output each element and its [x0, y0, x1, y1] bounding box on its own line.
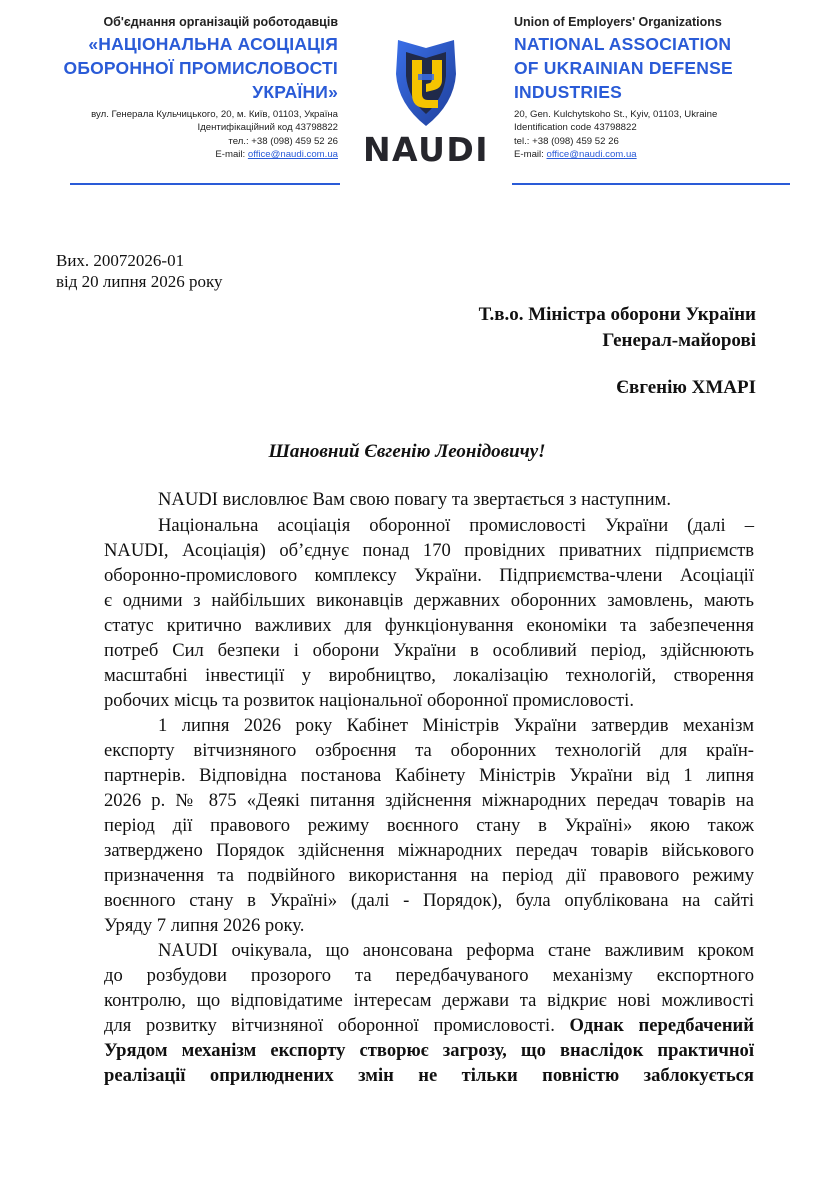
body-line: оборонно-промислового комплексу України. Підприємства-члени Асоціації	[104, 565, 754, 586]
reference-date: від 20 липня 2026 року	[56, 272, 223, 291]
body-line: робочих місць та розвиток національної оборонної промисловості.	[104, 690, 634, 711]
association-name-line: INDUSTRIES	[514, 82, 622, 102]
body-line: NAUDI висловлює Вам свою повагу та звертається з наступним.	[158, 489, 671, 510]
association-name-line: NATIONAL ASSOCIATION	[514, 34, 732, 54]
naudi-logo	[356, 34, 496, 168]
union-name-ua: Об'єднання організацій роботодавців	[103, 15, 338, 29]
body-line: 2026 р. № 875 «Деякі питання здійснення міжнародних передач товарів на	[104, 790, 754, 811]
salutation: Шановний Євгенію Леонідовичу!	[268, 441, 546, 462]
recipient-name: Євгенію ХМАРІ	[616, 377, 756, 398]
logo-wordmark: NAUDI	[362, 130, 490, 169]
body-line: затверджено Порядок здійснення міжнародних передач товарів військового	[104, 840, 754, 861]
association-name-line: УКРАЇНИ»	[252, 82, 338, 102]
body-line: масштабні інвестиції у виробництво, локалізацію технологій, створення	[104, 665, 754, 686]
id-code-en: Identification code 43798822	[514, 122, 637, 134]
body-line: 1 липня 2026 року Кабінет Міністрів України затвердив механізм	[158, 715, 754, 736]
phone-en: tel.: +38 (098) 459 52 26	[514, 135, 619, 147]
body-line: призначення та подвійного використання на період дії правового режиму	[104, 865, 754, 886]
email-link[interactable]: office@naudi.com.ua	[247, 148, 338, 160]
phone-ua: тел.: +38 (098) 459 52 26	[228, 135, 338, 147]
body-line-bold: Урядом механізм експорту створює загрозу, що внаслідок практичної	[104, 1040, 754, 1061]
shield-logo-icon	[356, 34, 496, 134]
body-line: Національна асоціація оборонної промисловості України (далі –	[158, 515, 754, 536]
body-line: партнерів. Відповідна постанова Кабінету Міністрів України від 1 липня	[104, 765, 754, 786]
union-name-en: Union of Employers' Organizations	[514, 15, 722, 29]
email-label: E-mail:	[215, 148, 248, 160]
association-name-en	[514, 32, 804, 104]
body-text: для розвитку вітчизняної оборонної промисловості.	[104, 1015, 570, 1036]
email-row-en	[514, 148, 804, 161]
letterhead-left	[40, 14, 338, 161]
address-en: 20, Gen. Kulchytskoho St., Kyiv, 01103, Ukraine	[514, 109, 718, 120]
body-text-bold: Однак передбачений	[569, 1015, 754, 1036]
recipient-rank: Генерал-майорові	[602, 330, 756, 351]
body-line: статус критично важливих для функціонування економіки та забезпечення	[104, 615, 754, 636]
association-name-line: OF UKRAINIAN DEFENSE	[514, 58, 733, 78]
body-line: NAUDI, Асоціація) об’єднує понад 170 провідних приватних підприємств	[104, 540, 754, 561]
body-line-bold: реалізації оприлюднених змін не тільки повністю заблокується	[104, 1065, 754, 1086]
body-line-mixed	[104, 1015, 754, 1037]
contacts-en	[514, 108, 804, 161]
id-code-ua: Ідентифікаційний код 43798822	[197, 122, 338, 134]
header-divider-right	[512, 183, 790, 185]
email-link[interactable]: office@naudi.com.ua	[546, 148, 637, 160]
body-line: Уряду 7 липня 2026 року.	[104, 915, 305, 936]
outgoing-reference	[56, 250, 223, 292]
reference-number: Вих. 20072026-01	[56, 251, 185, 270]
association-name-line: «НАЦІОНАЛЬНА АСОЦІАЦІЯ	[88, 34, 338, 54]
body-line: потреб Сил безпеки і оборони України в особливий період, здійснюють	[104, 640, 754, 661]
email-row-ua	[40, 148, 338, 161]
body-line: до розбудови прозорого та передбачуваного механізму експортного	[104, 965, 754, 986]
letterhead-right	[514, 14, 804, 161]
body-line: період дії правового режиму воєнного стану в Україні» якою також	[104, 815, 754, 836]
address-ua: вул. Генерала Кульчицького, 20, м. Київ, 01103, Україна	[91, 109, 338, 120]
body-line: воєнного стану в Україні» (далі - Порядок), була опублікована на сайті	[104, 890, 754, 911]
body-line: контролю, що відповідатиме інтересам держави та відкриє нові можливості	[104, 990, 754, 1011]
recipient-title: Т.в.о. Міністра оборони України	[478, 304, 756, 325]
association-name-line: ОБОРОННОЇ ПРОМИСЛОВОСТІ	[63, 58, 338, 78]
header-divider-left	[70, 183, 340, 185]
contacts-ua	[40, 108, 338, 161]
body-line: експорту вітчизняного озброєння та оборонних технологій для країн-	[104, 740, 754, 761]
email-label: E-mail:	[514, 148, 547, 160]
body-line: NAUDI очікувала, що анонсована реформа стане важливим кроком	[158, 940, 754, 961]
association-name-ua	[40, 32, 338, 104]
body-line: є одними з найбільших виконавців державних оборонних замовлень, мають	[104, 590, 754, 611]
